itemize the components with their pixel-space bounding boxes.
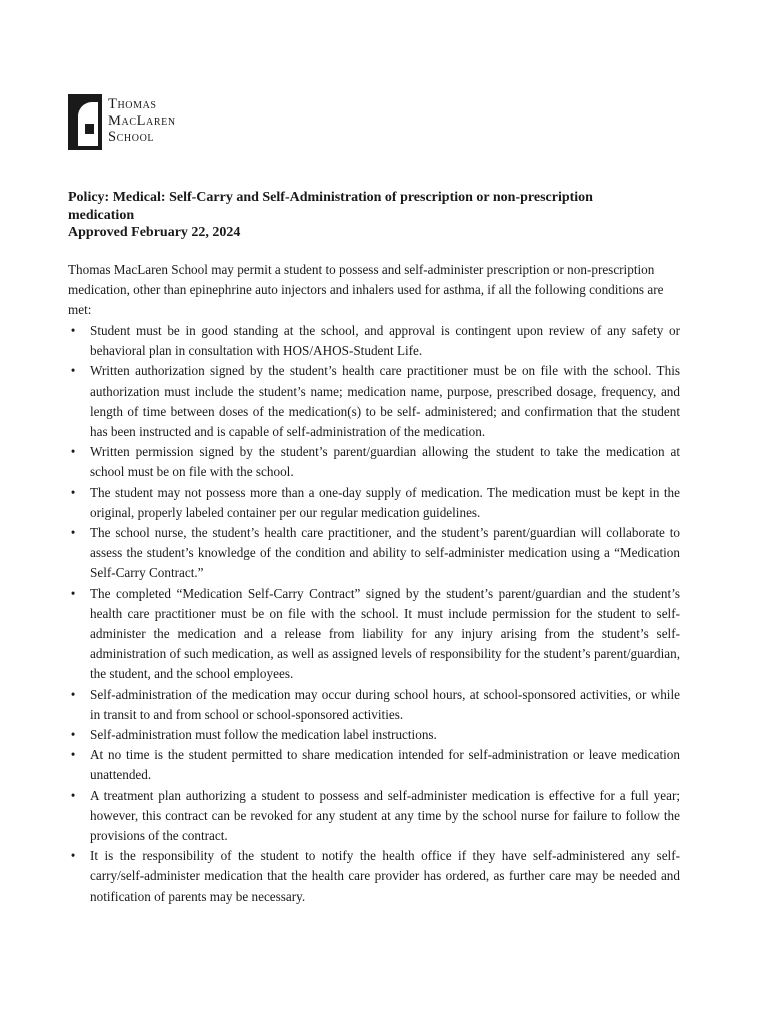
bullet-icon: •	[70, 585, 76, 601]
policy-title-line-2: medication	[68, 207, 135, 223]
policy-intro: Thomas MacLaren School may permit a student to possess and self-administer prescription or non-prescription medication, other than epinephrine auto injectors and inhalers used for asthma, if all the following conditions are met:	[68, 262, 664, 318]
logo-line-1: Thomas	[108, 96, 157, 112]
condition-text: Self-administration must follow the medication label instructions.	[90, 727, 437, 743]
condition-text: A treatment plan authorizing a student to possess and self-administer medication is effective for a full year; however, this contract can be revoked for any student at any time by the school nurse for failure to follow the provisions of the contract.	[90, 787, 680, 844]
condition-text: The school nurse, the student’s health care practitioner, and the student’s parent/guardian will collaborate to assess the student’s knowledge of the condition and ability to self-administer medication using a “Medication Self-Carry Contract.”	[90, 525, 680, 581]
condition-text: At no time is the student permitted to share medication intended for self-administration or leave medication unattended.	[90, 747, 680, 783]
condition-item	[68, 786, 680, 847]
policy-title-line-1: Policy: Medical: Self-Carry and Self-Administration of prescription or non-prescription	[68, 190, 593, 205]
school-logo	[68, 94, 176, 150]
school-logo-mark	[68, 94, 102, 150]
condition-item	[68, 321, 680, 361]
condition-text: Written permission signed by the student’s parent/guardian allowing the student to take the medication at school must be on file with the school.	[90, 444, 680, 480]
logo-line-3: School	[108, 129, 155, 145]
policy-approved-date: Approved February 22, 2024	[68, 225, 241, 240]
bullet-icon: •	[70, 848, 76, 864]
bullet-icon: •	[70, 727, 76, 743]
bullet-icon: •	[70, 686, 76, 702]
condition-item	[68, 523, 680, 584]
bullet-icon: •	[70, 323, 76, 338]
condition-text: It is the responsibility of the student to notify the health office if they have self-administered any self-carry/self-administer medication that the health care provider has ordered, as further care may be needed and notification of parents may be necessary.	[90, 848, 680, 904]
condition-item	[68, 584, 680, 685]
bullet-icon: •	[70, 444, 76, 460]
policy-heading	[68, 189, 678, 242]
bullet-icon: •	[70, 747, 76, 763]
condition-text: The completed “Medication Self-Carry Contract” signed by the student’s parent/guardian and the student’s health care practitioner must be on file with the school. It must include permission for the student to self-administer the medication and a release from liability for any injury arising from the student’s self-administration of such medication, as well as assigned levels of responsibility for the student’s parent/guardian, the student, and the school employees.	[90, 585, 680, 682]
condition-item	[68, 685, 680, 725]
condition-item	[68, 846, 680, 907]
condition-item	[68, 725, 680, 745]
condition-text: Written authorization signed by the student’s health care practitioner must be on file with the school. This authorization must include the student’s name; medication name, purpose, prescribed dosage, frequency, and length of time between doses of the medication(s) to be self- administered; and confirmation that the student has been instructed and is capable of self-administration of the medication.	[90, 363, 680, 440]
condition-item	[68, 745, 680, 785]
logo-line-2: MacLaren	[108, 112, 176, 129]
bullet-icon: •	[70, 525, 76, 541]
condition-text: Self-administration of the medication may occur during school hours, at school-sponsored activities, or while in transit to and from school or school-sponsored activities.	[90, 686, 680, 722]
bullet-icon: •	[70, 787, 76, 803]
condition-item	[68, 442, 680, 482]
bullet-icon: •	[70, 363, 76, 379]
conditions-list	[68, 321, 680, 907]
condition-item	[68, 361, 680, 442]
condition-text: The student may not possess more than a one-day supply of medication. The medication must be kept in the original, properly labeled container per our regular medication guidelines.	[90, 484, 680, 520]
school-logo-wordmark	[108, 96, 176, 146]
bullet-icon: •	[70, 484, 76, 500]
condition-item	[68, 483, 680, 523]
condition-text: Student must be in good standing at the school, and approval is contingent upon review of any safety or behavioral plan in consultation with HOS/AHOS-Student Life.	[90, 323, 680, 359]
